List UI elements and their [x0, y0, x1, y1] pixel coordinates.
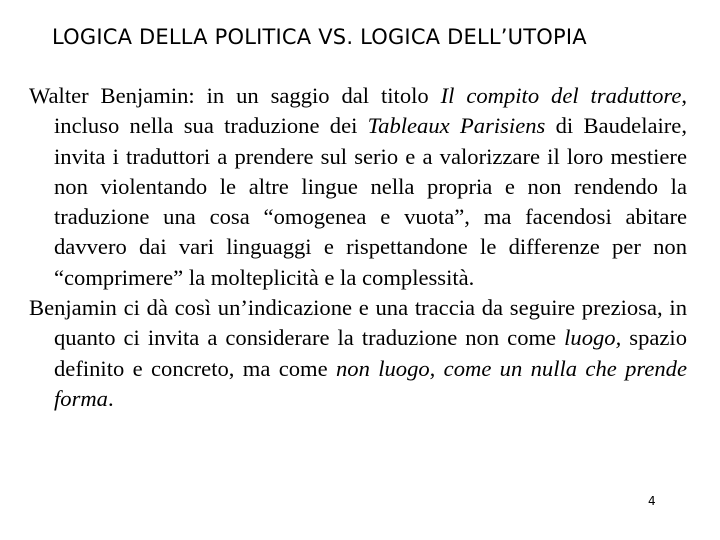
essay-title: Il compito del traduttore [440, 83, 682, 108]
text-run: spazio definito e concreto, ma come [54, 325, 687, 381]
slide-body [29, 81, 687, 414]
book-title: Tableaux Parisiens [367, 113, 546, 139]
emphasis-non-luogo: non luogo, come un nulla che prende forma [54, 355, 688, 411]
paragraph-benjamin-essay [29, 81, 687, 293]
paragraph-benjamin-indication [29, 293, 687, 414]
text-run: Benjamin ci dà così un’indicazione e una traccia da seguire preziosa, in quanto ci invita a considerare la traduzione non come [29, 295, 687, 351]
text-run: , incluso nella sua traduzione dei [54, 83, 688, 139]
text-run: Walter Benjamin: in un saggio dal titolo [29, 83, 441, 108]
text-run: . [107, 385, 114, 411]
text-run: di Baudelaire, invita i traduttori a prendere sul serio e a valorizzare il loro mestiere non violentando le altre lingue nella propria e non rendendo la traduzione una cosa “omogenea e vuota”, ma facendosi abitare davvero dai vari linguaggi e rispettandone le differenze per non “comprimere” la molteplicità e la complessità. [54, 113, 687, 290]
page-number: 4 [648, 494, 656, 508]
emphasis-luogo: luogo, [564, 325, 622, 351]
slide-title: LOGICA DELLA POLITICA VS. LOGICA DELL’UTOPIA [52, 25, 587, 49]
